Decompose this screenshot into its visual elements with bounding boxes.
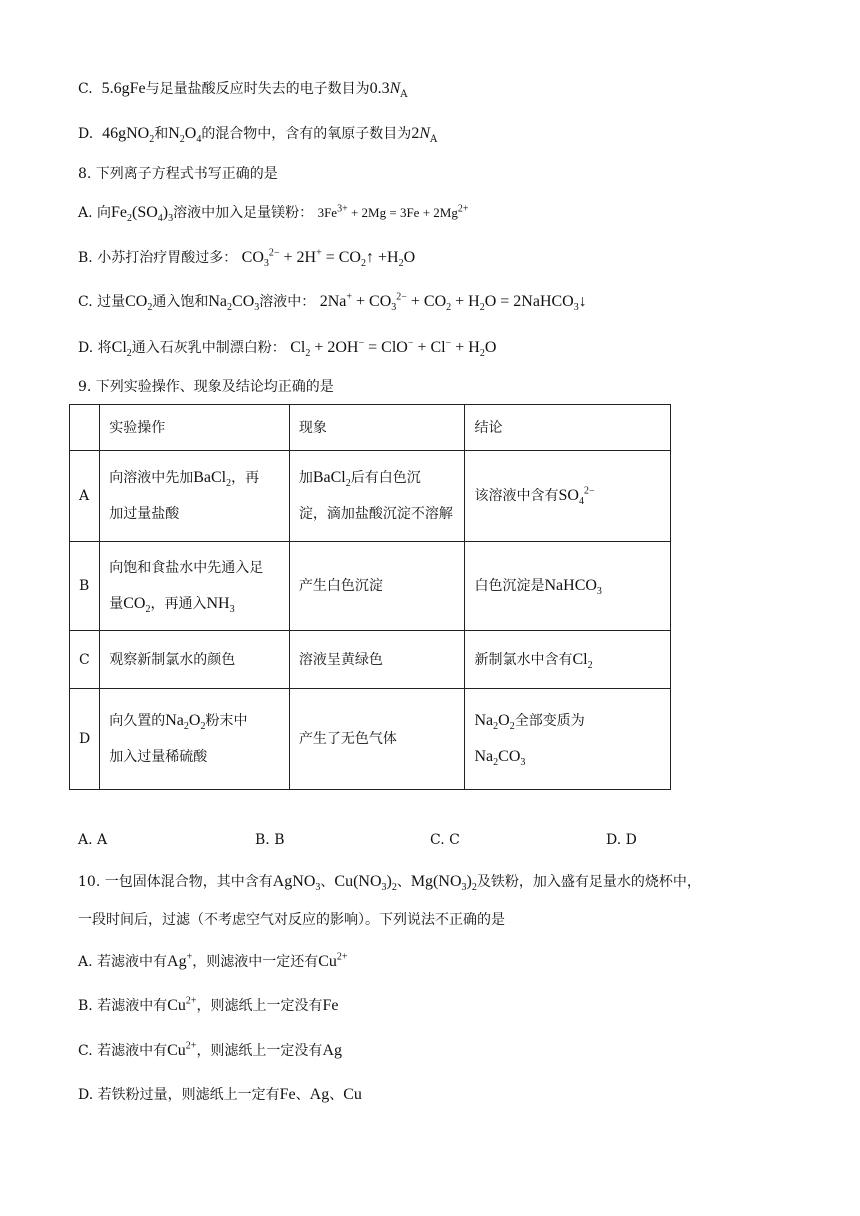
q10-stem-line2: 一段时间后，过滤（不考虑空气对反应的影响）。下列说法不正确的是	[78, 912, 505, 928]
table-row	[70, 542, 671, 631]
row-operation: 向久置的$Na_2O_2$粉末中 加入过量稀硫酸	[100, 689, 290, 790]
q9-experiment-table	[69, 404, 671, 790]
row-conclusion: 该溶液中含有$SO_4^{2-}$	[465, 451, 671, 542]
q10-option-a: A. 若滤液中有Ag+，则滤液中一定还有$Cu^{2+}$	[78, 951, 348, 970]
table-row	[70, 689, 671, 790]
q10-option-b: B. 若滤液中有$Cu^{2+}$，则滤纸上一定没有Fe	[78, 995, 339, 1014]
row-phenomenon: 溶液呈黄绿色	[289, 631, 465, 689]
q9-choice-d: D. D	[606, 832, 637, 848]
row-phenomenon: 产生白色沉淀	[289, 542, 465, 631]
row-label: C	[70, 631, 100, 689]
q8-option-d: D. 将$Cl_2$通入石灰乳中制漂白粉： $Cl_2 + 2OH^- = ClO^- + Cl^- + H_2O$	[78, 337, 497, 360]
row-conclusion: $Na_2O_2$全部变质为 $Na_2CO_3$	[465, 689, 671, 790]
row-label: A	[70, 451, 100, 542]
q8-stem: 8. 下列离子方程式书写正确的是	[78, 166, 278, 182]
q9-choice-a: A. A	[78, 832, 108, 848]
row-operation: 观察新制氯水的颜色	[100, 631, 290, 689]
q9-stem: 9. 下列实验操作、现象及结论均正确的是	[78, 379, 334, 395]
q8-option-a: A. 向$Fe_2(SO_4)_3$溶液中加入足量镁粉： $3Fe^{3+} + 2Mg = 3Fe + 2Mg^{2+}$	[78, 203, 469, 225]
row-label: D	[70, 689, 100, 790]
table-header-row	[70, 405, 671, 451]
header-phenomenon: 现象	[289, 405, 465, 451]
row-phenomenon: 产生了无色气体	[289, 689, 465, 790]
q10-stem-line1: 10. 一包固体混合物，其中含有AgNO$_3$、$Cu(NO_3)_2$、$Mg(NO_3)_2$及铁粉，加入盛有足量水的烧杯中，	[78, 873, 701, 894]
q8-option-c: C. 过量$CO_2$通入饱和$Na_2CO_3$溶液中： $2Na^+ + CO_3^{2-} + CO_2 + H_2O$ = 2NaHCO$_3$↓	[78, 291, 587, 314]
row-operation: 向饱和食盐水中先通入足 量$CO_2$，再通入$NH_3$	[100, 542, 290, 631]
table-row	[70, 451, 671, 542]
header-conclusion: 结论	[465, 405, 671, 451]
row-phenomenon: 加BaCl$_2$后有白色沉 淀，滴加盐酸沉淀不溶解	[289, 451, 465, 542]
row-conclusion: 白色沉淀是NaHCO$_3$	[465, 542, 671, 631]
header-operation: 实验操作	[100, 405, 290, 451]
q10-option-d: D. 若铁粉过量，则滤纸上一定有Fe、Ag、Cu	[78, 1086, 362, 1103]
q9-choice-b: B. B	[255, 832, 285, 848]
table-row	[70, 631, 671, 689]
q9-choice-c: C. C	[430, 832, 460, 848]
row-operation: 向溶液中先加BaCl$_2$，再 加过量盐酸	[100, 451, 290, 542]
q10-option-c: C. 若滤液中有$Cu^{2+}$，则滤纸上一定没有Ag	[78, 1040, 342, 1059]
row-conclusion: 新制氯水中含有$Cl_2$	[465, 631, 671, 689]
q7-option-d: D. 46gNO$_2$和$N_2O_4$的混合物中，含有的氧原子数目为$2N_A$	[78, 125, 438, 146]
row-label: B	[70, 542, 100, 631]
q8-option-b: B. 小苏打治疗胃酸过多： $CO_3^{2-} + 2H^+$ = $CO_2↑ +H_2O$	[78, 247, 416, 270]
q7-option-c: C. 5.6gFe与足量盐酸反应时失去的电子数目为$0.3N_A$	[78, 80, 408, 100]
header-blank	[70, 405, 100, 451]
